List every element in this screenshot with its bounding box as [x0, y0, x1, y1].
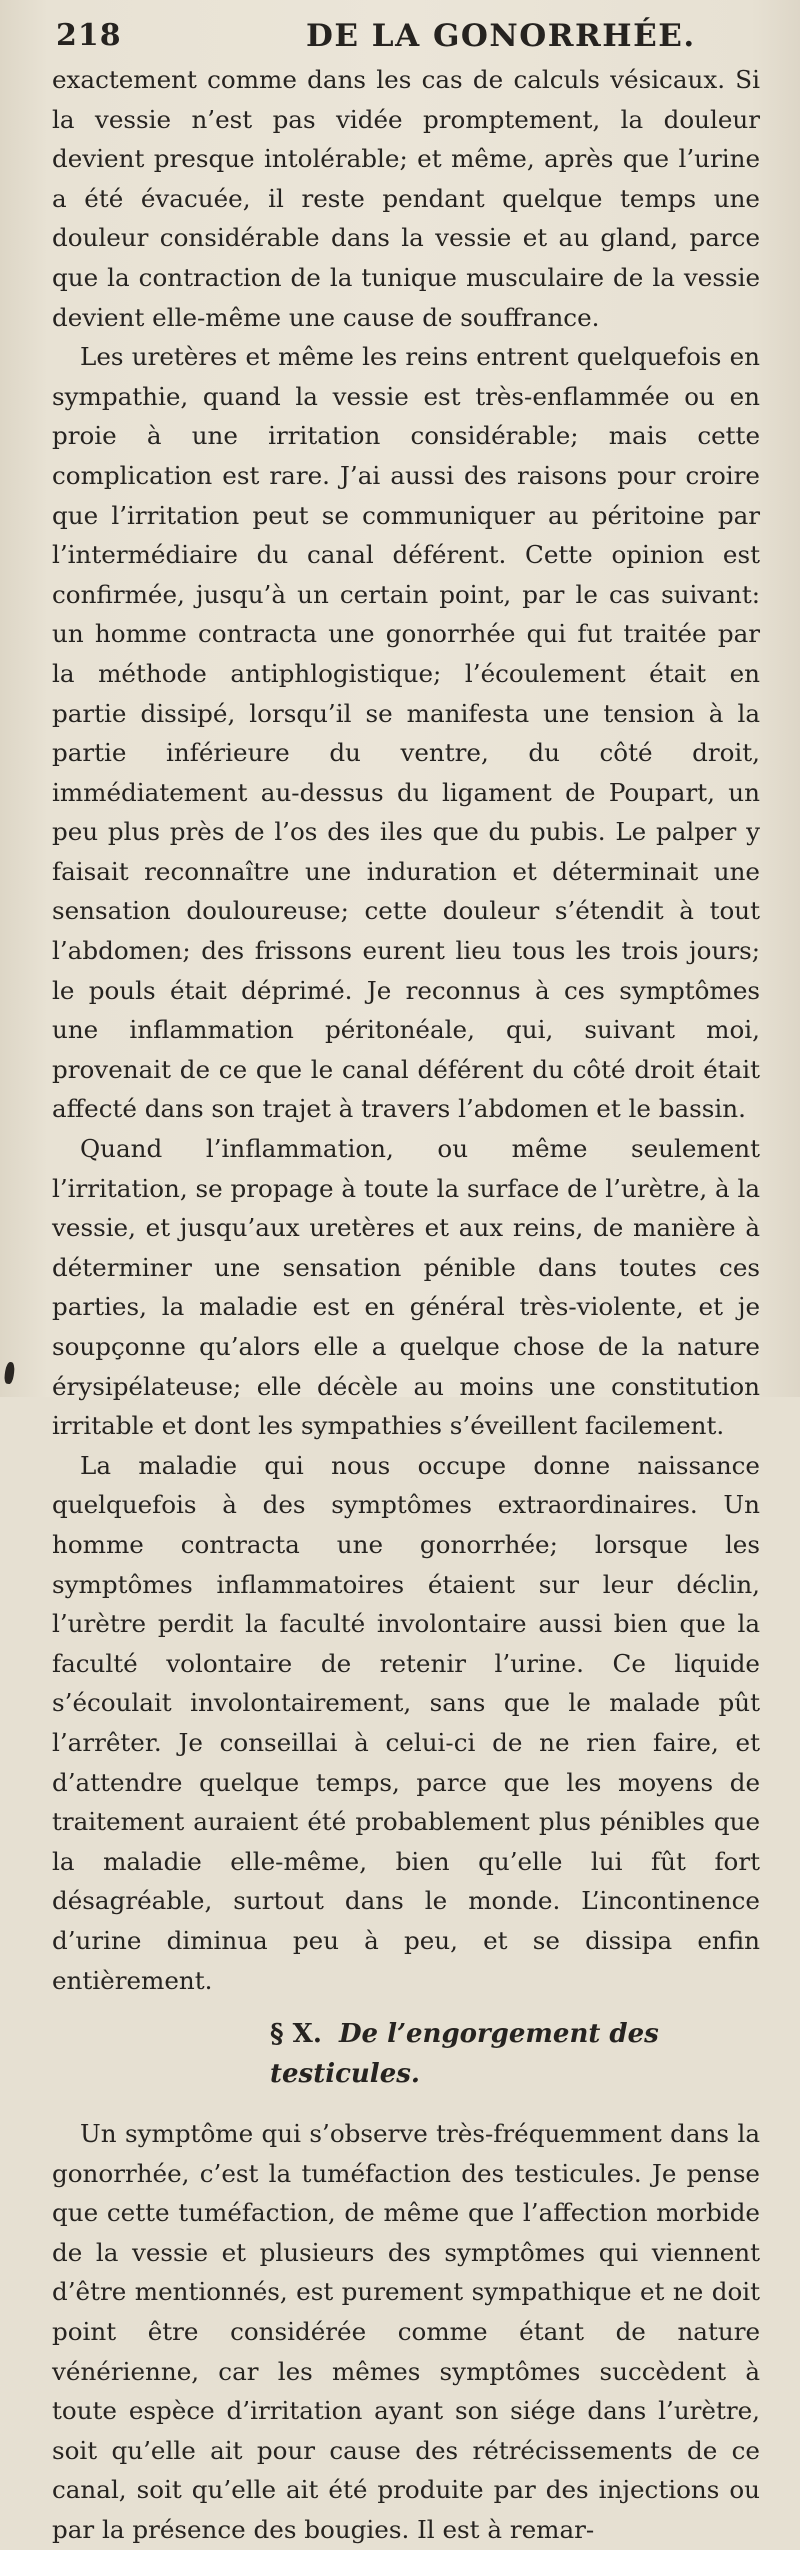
body-text [52, 60, 760, 2550]
ink-blot [4, 1361, 16, 1384]
section-number: § X. [270, 2019, 322, 2050]
paragraph-continuation: exactement comme dans les cas de calculs vésicaux. Si la vessie n’est pas vidée promptement, la douleur devient presque intolérable; et même, après que l’urine a été évacuée, il reste pendant quelque temps une douleur considérable dans la vessie et au gland, parce que la contraction de la tunique musculaire de la vessie devient elle-même une cause de souffrance. [52, 65, 760, 332]
paragraph-ureteres: Les uretères et même les reins entrent quelquefois en sympathie, quand la vessie est très-enflammée ou en proie à une irritation considérable; mais cette complication est rare. J’ai aussi des raisons pour croire que l’irritation peut se communiquer au péritoine par l’intermédiaire du canal déférent. Cette opinion est confirmée, jusqu’à un certain point, par le cas suivant: un homme contracta une gonorrhée qui fut traitée par la méthode antiphlogistique; l’écoulement était en partie dissipé, lorsqu’il se manifesta une tension à la partie inférieure du ventre, du côté droit, immédiatement au-dessus du ligament de Poupart, un peu plus près de l’os des iles que du pubis. Le palper y faisait reconnaître une induration et déterminait une sensation douloureuse; cette douleur s’étendit à tout l’abdomen; des frissons eurent lieu tous les trois jours; le pouls était déprimé. Je reconnus à ces symptômes une inflammation péritonéale, qui, suivant moi, provenait de ce que le canal déférent du côté droit était affecté dans son trajet à travers l’abdomen et le bassin. [52, 342, 760, 1124]
page-number: 218 [56, 18, 122, 53]
paragraph-inflammation: Quand l’inflammation, ou même seulement l’irritation, se propage à toute la surface de l’urètre, à la vessie, et jusqu’aux uretères et aux reins, de manière à déterminer une sensation pénible dans toutes ces parties, la maladie est en général très-violente, et je soupçonne qu’alors elle a quelque chose de la nature érysipélateuse; elle décèle au moins une constitution irritable et dont les sympathies s’éveillent facilement. [52, 1134, 760, 1441]
section-heading [52, 2014, 760, 2094]
section-title: De l’engorgement des testicules. [270, 2019, 659, 2090]
paragraph-testicules: Un symptôme qui s’observe très-fréquemment dans la gonorrhée, c’est la tuméfaction des testicules. Je pense que cette tuméfaction, de même que l’affection morbide de la vessie et plusieurs des symptômes qui viennent d’être mentionnés, est purement sympathique et ne doit point être considérée comme étant de nature vénérienne, car les mêmes symptômes succèdent à toute espèce d’irritation ayant son siége dans l’urètre, soit qu’elle ait pour cause des rétrécissements de ce canal, soit qu’elle ait été produite par des injections ou par la présence des bougies. Il est à remar- [52, 2119, 760, 2545]
running-head [56, 18, 760, 58]
running-title: DE LA GONORRHÉE. [306, 18, 696, 54]
paragraph-symptomes: La maladie qui nous occupe donne naissance quelquefois à des symptômes extraordinaires. Un homme contracta une gonorrhée; lorsque les symptômes inflammatoires étaient sur leur déclin, l’urètre perdit la faculté involontaire aussi bien que la faculté volontaire de retenir l’urine. Ce liquide s’écoulait involontairement, sans que le malade pût l’arrêter. Je conseillai à celui-ci de ne rien faire, et d’attendre quelque temps, parce que les moyens de traitement auraient été probablement plus pénibles que la maladie elle-même, bien qu’elle lui fût fort désagréable, surtout dans le monde. L’incontinence d’urine diminua peu à peu, et se dissipa enfin entièrement. [52, 1450, 760, 1995]
